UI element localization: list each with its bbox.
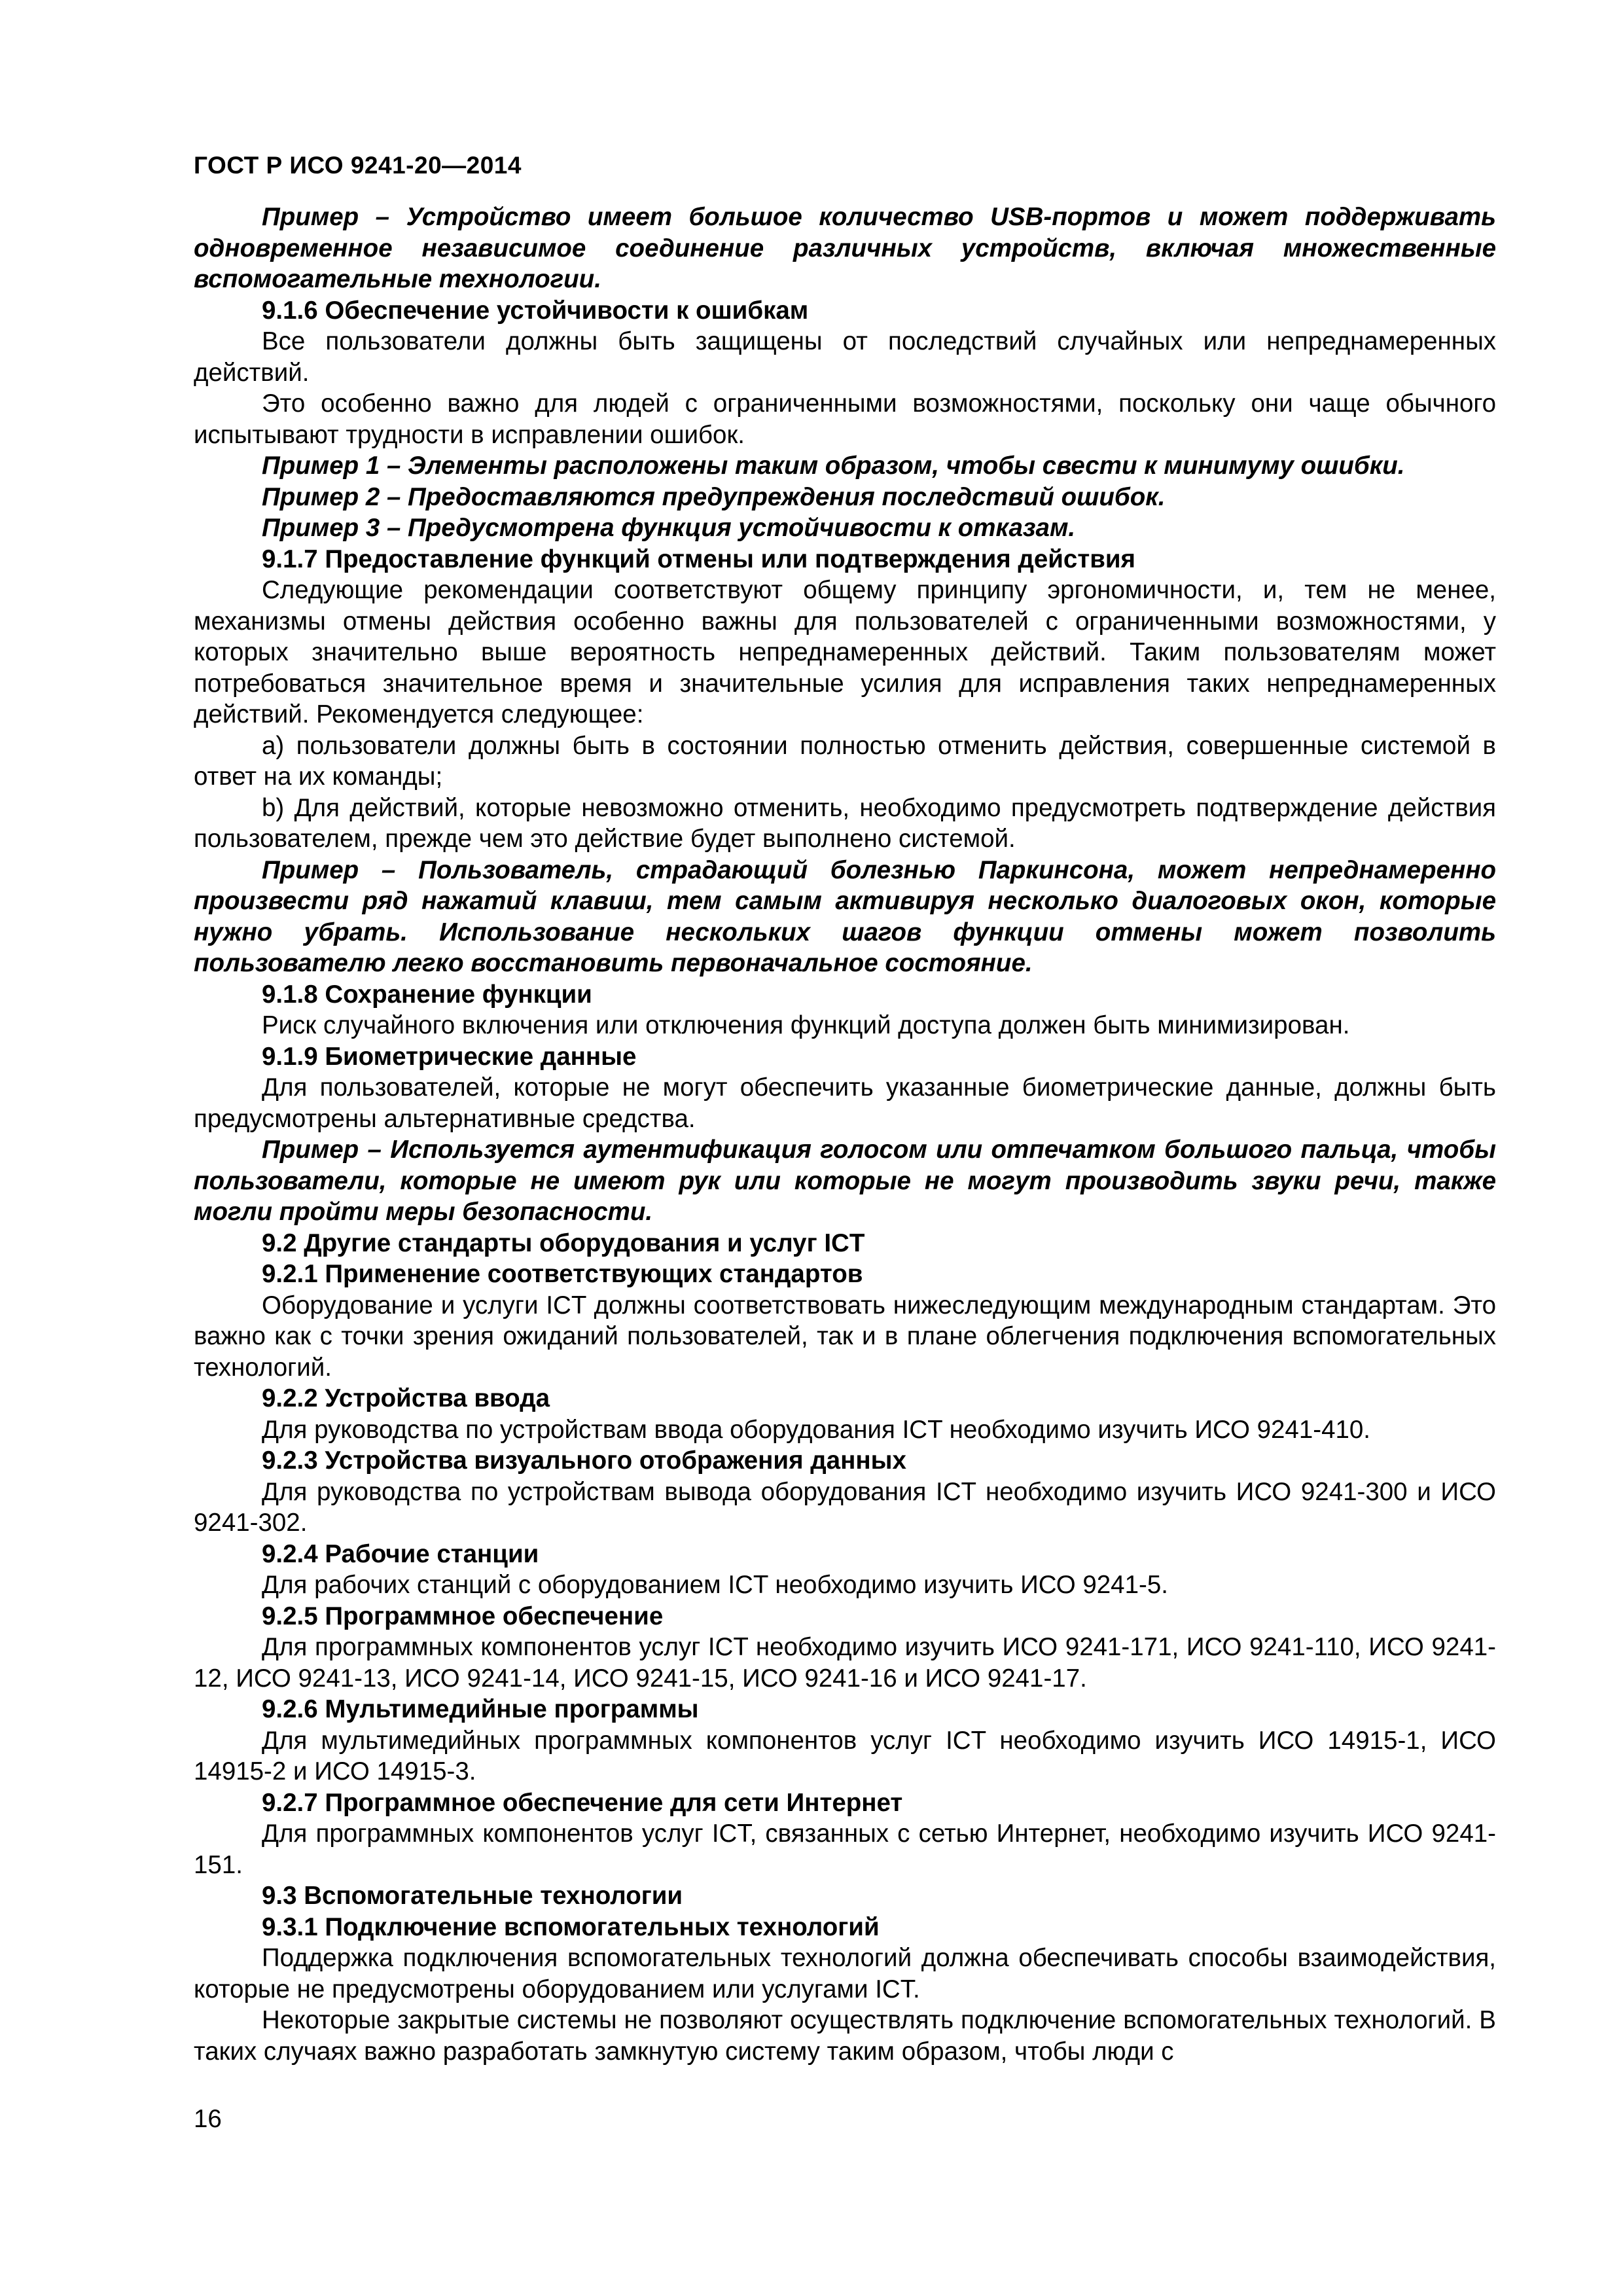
section-heading: 9.1.9 Биометрические данные bbox=[262, 1042, 637, 1071]
section-heading: 9.2.3 Устройства визуального отображения данных bbox=[262, 1446, 906, 1475]
section-heading: 9.3 Вспомогательные технологии bbox=[262, 1882, 683, 1910]
body-paragraph: Для руководства по устройствам ввода оборудования ICT необходимо изучить ИСО 9241-410. bbox=[262, 1415, 1370, 1444]
body-paragraph: Риск случайного включения или отключения функций доступа должен быть минимизирован. bbox=[262, 1011, 1350, 1039]
example-paragraph: Пример 1 – Элементы расположены таким образом, чтобы свести к минимуму ошибки. bbox=[262, 452, 1405, 480]
body-paragraph: Это особенно важно для людей с ограниченными возможностями, поскольку они чаще обычного испытывают трудности в исправлении ошибок. bbox=[194, 389, 1496, 449]
body-paragraph: Оборудование и услуги ICT должны соответствовать нижеследующим международным стандартам. Это важно как с точки зрения ожиданий пользователей, так и в плане облегчения подключения вспомогательных технологий. bbox=[194, 1291, 1496, 1382]
body-paragraph: Для программных компонентов услуг ICT необходимо изучить ИСО 9241-171, ИСО 9241-110, ИСО 9241-12, ИСО 9241-13, ИСО 9241-14, ИСО 9241-15, ИСО 9241-16 и ИСО 9241-17. bbox=[194, 1633, 1496, 1693]
example-paragraph: Пример – Устройство имеет большое количество USB-портов и может поддерживать одновременное независимое соединение различных устройств, включая множественные вспомогательные технологии. bbox=[194, 203, 1496, 293]
document-body bbox=[194, 202, 1496, 2067]
body-paragraph: Для мультимедийных программных компонентов услуг ICT необходимо изучить ИСО 14915-1, ИСО 14915-2 и ИСО 14915-3. bbox=[194, 1726, 1496, 1785]
section-heading: 9.2.2 Устройства ввода bbox=[262, 1384, 550, 1412]
body-paragraph: Все пользователи должны быть защищены от последствий случайных или непреднамеренных действий. bbox=[194, 327, 1496, 387]
body-paragraph: b) Для действий, которые невозможно отменить, необходимо предусмотреть подтверждение действия пользователем, прежде чем это действие будет выполнено системой. bbox=[194, 793, 1496, 853]
section-heading: 9.1.6 Обеспечение устойчивости к ошибкам bbox=[262, 296, 809, 325]
section-heading: 9.2.1 Применение соответствующих стандартов bbox=[262, 1260, 863, 1288]
page-number: 16 bbox=[194, 2105, 222, 2133]
body-paragraph: Для руководства по устройствам вывода оборудования ICT необходимо изучить ИСО 9241-300 и ИСО 9241-302. bbox=[194, 1477, 1496, 1537]
section-heading: 9.2.5 Программное обеспечение bbox=[262, 1602, 664, 1630]
section-heading: 9.2 Другие стандарты оборудования и услуг ICT bbox=[262, 1229, 865, 1257]
section-heading: 9.2.4 Рабочие станции bbox=[262, 1539, 539, 1568]
section-heading: 9.1.8 Сохранение функции bbox=[262, 980, 592, 1009]
body-paragraph: Следующие рекомендации соответствуют общему принципу эргономичности, и, тем не менее, механизмы отмены действия особенно важны для пользователей с ограниченными возможностями, у которых значительно выше вероятность непреднамеренных действий. Таким пользователям может потребоваться значительное время и значительные усилия для исправления таких непреднамеренных действий. Рекомендуется следующее: bbox=[194, 576, 1496, 728]
section-heading: 9.3.1 Подключение вспомогательных технологий bbox=[262, 1912, 880, 1941]
example-paragraph: Пример – Используется аутентификация голосом или отпечатком большого пальца, чтобы пользователи, которые не имеют рук или которые не могут производить звуки речи, также могли пройти меры безопасности. bbox=[194, 1136, 1496, 1226]
section-heading: 9.1.7 Предоставление функций отмены или подтверждения действия bbox=[262, 545, 1135, 573]
example-paragraph: Пример – Пользователь, страдающий болезнью Паркинсона, может непреднамеренно произвести ряд нажатий клавиш, тем самым активируя несколько диалоговых окон, которые нужно убрать. Использование нескольких шагов функции отмены может позволить пользователю легко восстановить первоначальное состояние. bbox=[194, 855, 1496, 977]
example-paragraph: Пример 2 – Предоставляются предупреждения последствий ошибок. bbox=[262, 482, 1166, 511]
body-paragraph: Некоторые закрытые системы не позволяют осуществлять подключение вспомогательных технологий. В таких случаях важно разработать замкнутую систему таким образом, чтобы люди с bbox=[194, 2006, 1496, 2066]
body-paragraph: a) пользователи должны быть в состоянии полностью отменить действия, совершенные системой в ответ на их команды; bbox=[194, 731, 1496, 791]
body-paragraph: Поддержка подключения вспомогательных технологий должна обеспечивать способы взаимодействия, которые не предусмотрены оборудованием или услугами ICT. bbox=[194, 1944, 1496, 2003]
section-heading: 9.2.6 Мультимедийные программы bbox=[262, 1695, 699, 1723]
example-paragraph: Пример 3 – Предусмотрена функция устойчивости к отказам. bbox=[262, 514, 1076, 542]
body-paragraph: Для рабочих станций с оборудованием ICT необходимо изучить ИСО 9241-5. bbox=[262, 1571, 1168, 1599]
body-paragraph: Для программных компонентов услуг ICT, связанных с сетью Интернет, необходимо изучить ИСО 9241-151. bbox=[194, 1820, 1496, 1879]
section-heading: 9.2.7 Программное обеспечение для сети Интернет bbox=[262, 1788, 903, 1817]
body-paragraph: Для пользователей, которые не могут обеспечить указанные биометрические данные, должны быть предусмотрены альтернативные средства. bbox=[194, 1073, 1496, 1133]
document-header: ГОСТ Р ИСО 9241-20—2014 bbox=[194, 152, 522, 179]
